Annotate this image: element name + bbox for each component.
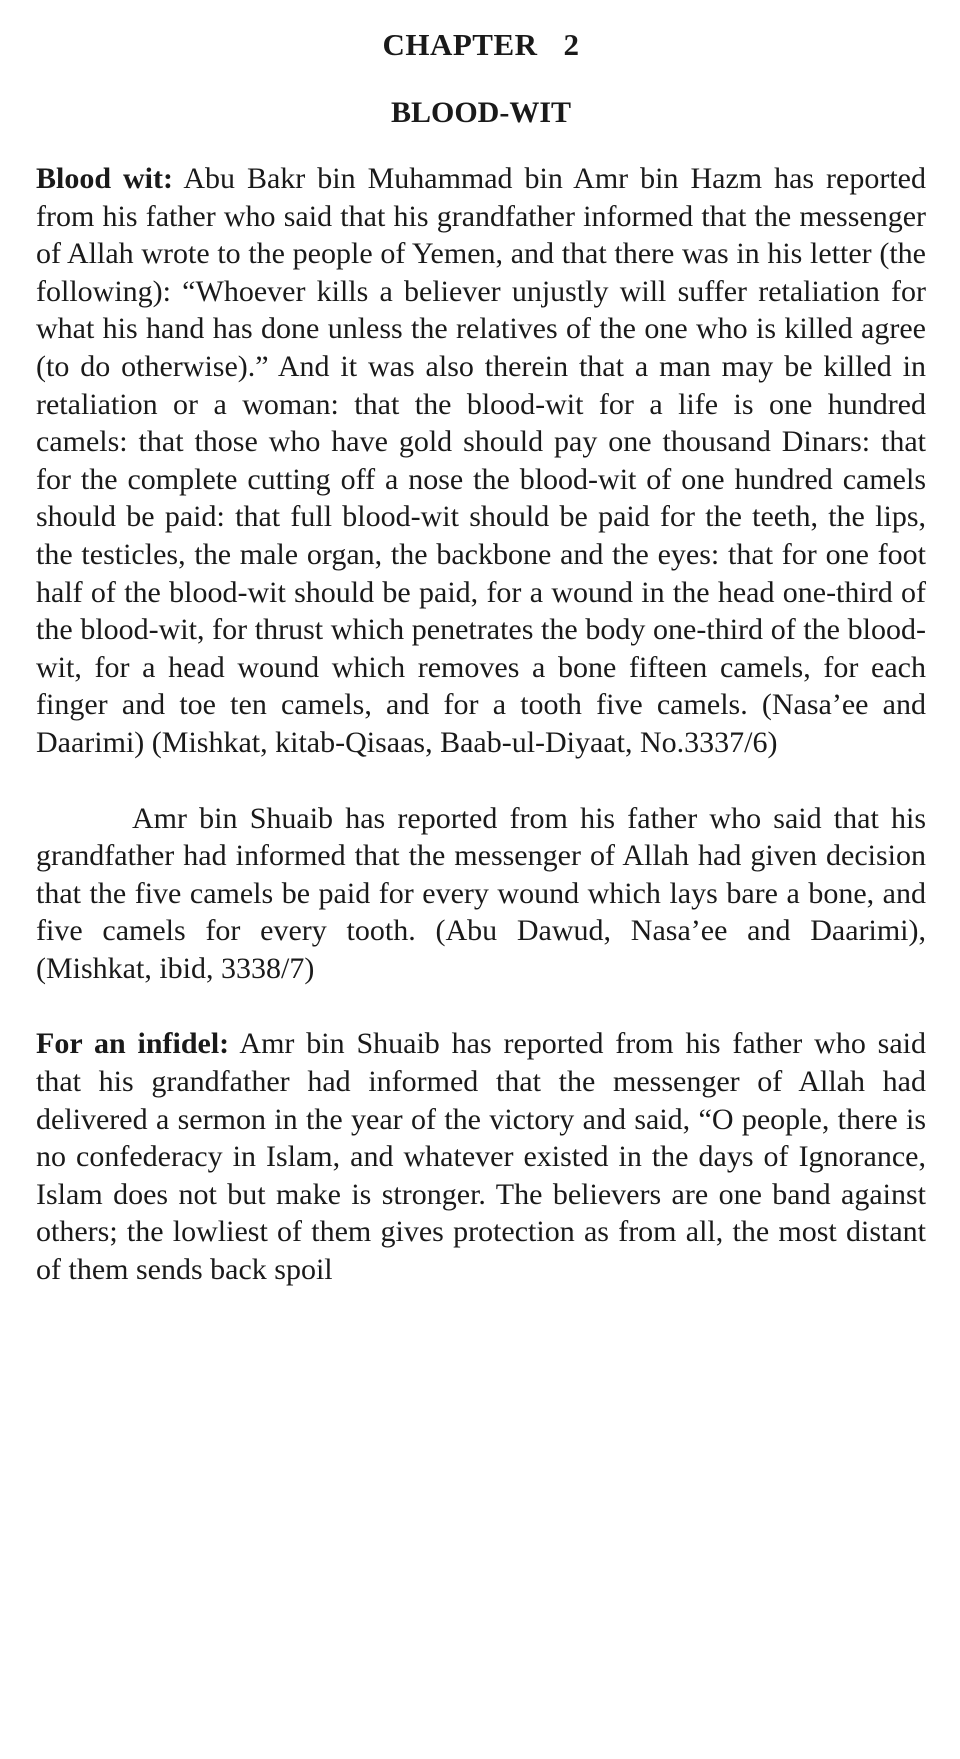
paragraph-for-an-infidel xyxy=(36,1025,926,1288)
paragraph-lead: Blood wit: xyxy=(36,162,173,195)
chapter-label: CHAPTER xyxy=(382,27,538,62)
chapter-title: BLOOD-WIT xyxy=(390,96,572,129)
chapter-heading xyxy=(36,26,926,64)
paragraph-amr-bin-shuaib xyxy=(36,800,926,988)
paragraph-text: Abu Bakr bin Muhammad bin Amr bin Hazm has reported from his father who said that his grandfather informed that the messenger of Allah wrote to the people of Yemen, and that there was in his letter (the following): “Whoever kills a believer unjustly will suffer retaliation for what his hand has done unless the relatives of the one who is killed agree (to do otherwise).” And it was also therein that a man may be killed in retaliation or a woman: that the blood-wit for a life is one hundred camels: that those who have gold should pay one thousand Dinars: that for the complete cutting off a nose the blood-wit of one hundred camels should be paid: that full blood-wit should be paid for the teeth, the lips, the testicles, the male organ, the backbone and the eyes: that for one foot half of the blood-wit should be paid, for a wound in the head one-third of the blood-wit, for thrust which penetrates the body one-third of the blood-wit, for a head wound which removes a bone fifteen camels, for each finger and toe ten camels, and for a tooth five camels. (Nasa’ee and Daarimi) (Mishkat, kitab-Qisaas, Baab-ul-Diyaat, No.3337/6) xyxy=(36,162,926,759)
paragraph-blood-wit xyxy=(36,160,926,762)
paragraph-text: Amr bin Shuaib has reported from his father who said that his grandfather had informed that the messenger of Allah had delivered a sermon in the year of the victory and said, “O people, there is no confederacy in Islam, and whatever existed in the days of Ignorance, Islam does not but make is stronger. The believers are one band against others; the lowliest of them gives protection as from all, the most distant of them sends back spoil xyxy=(36,1027,927,1287)
paragraph-text: Amr bin Shuaib has reported from his father who said that his grandfather had informed that the messenger of Allah had given decision that the five camels be paid for every wound which lays bare a bone, and five camels for every tooth. (Abu Dawud, Nasa’ee and Daarimi), (Mishkat, ibid, 3338/7) xyxy=(36,801,926,985)
chapter-number: 2 xyxy=(563,27,580,62)
document-page xyxy=(36,0,926,1289)
paragraph-lead: For an infidel: xyxy=(36,1027,230,1061)
